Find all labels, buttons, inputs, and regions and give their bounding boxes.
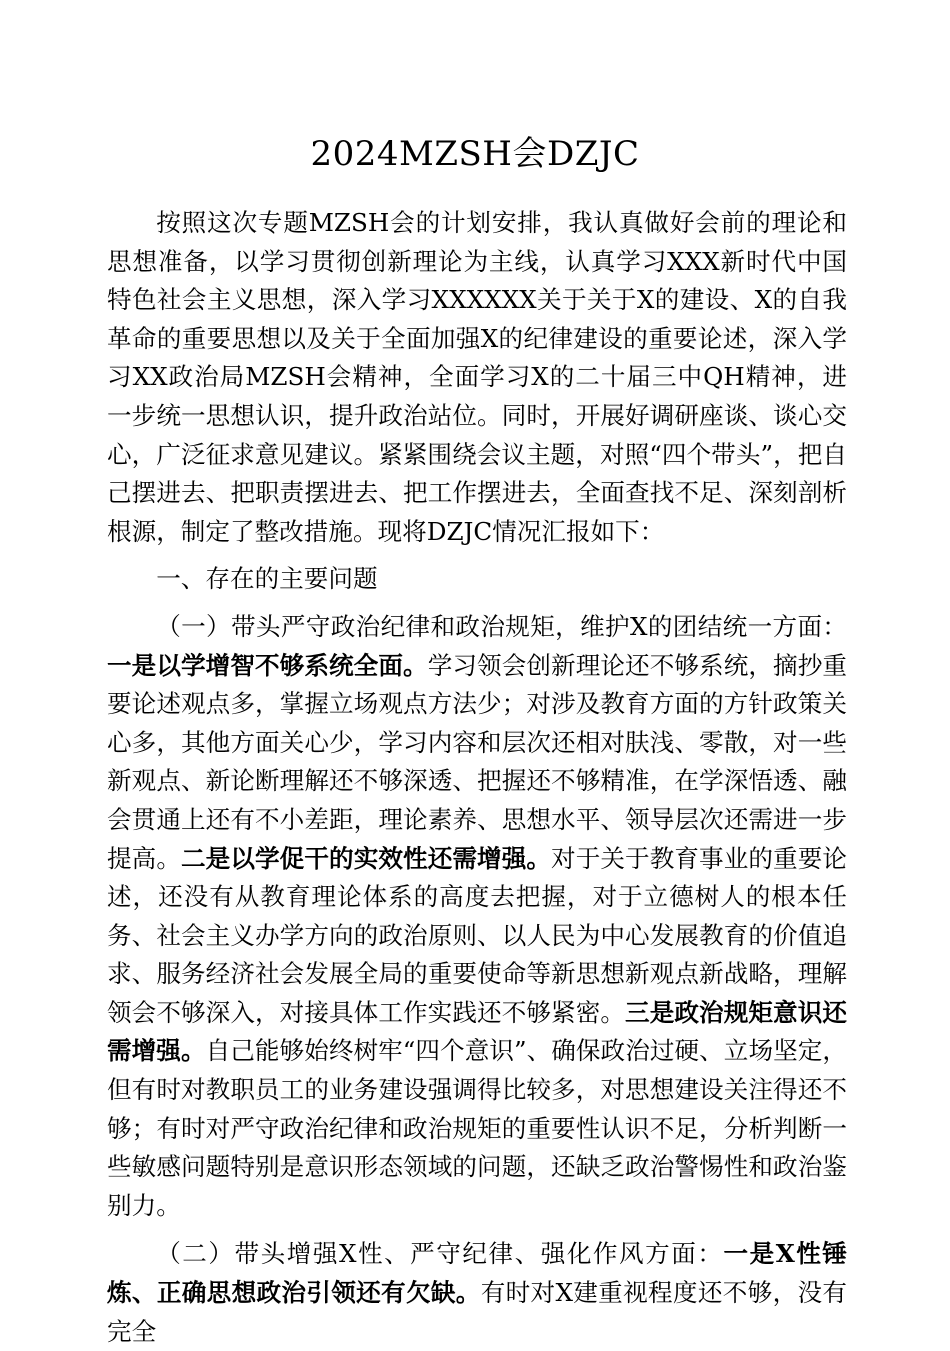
point-3-heading: 三是政治规矩意识还需增强。: [107, 997, 847, 1066]
section-heading: 一、存在的主要问题: [156, 564, 378, 594]
document-body: [107, 204, 847, 1351]
point-1-text: 学习领会创新理论还不够系统，摘抄重要论述观点多，掌握立场观点方法少；对涉及教育方面的方针政策关心多，其他方面关心少，学习内容和层次还相对肤浅、零散，对一些新观点、新论断理解还不够深透、把握还不够精准，在学深悟透、融会贯通上还有不小差距，理论素养、思想水平、领导层次还需进一步提高。: [107, 650, 847, 873]
point-1-heading: 一是以学增智不够系统全面。: [107, 650, 428, 680]
intro-paragraph: 按照这次专题MZSH会的计划安排，我认真做好会前的理论和思想准备，以学习贯彻创新理论为主线，认真学习XXX新时代中国特色社会主义思想，深入学习XXXXXX关于关于X的建设、X的自我革命的重要思想以及关于全面加强X的纪律建设的重要论述，深入学习XX政治局MZSH会精神，全面学习X的二十届三中QH精神，进一步统一思想认识，提升政治站位。同时，开展好调研座谈、谈心交心，广泛征求意见建议。紧紧围绕会议主题，对照“四个带头”，把自己摆进去、把职责摆进去、把工作摆进去，全面查找不足、深刻剖析根源，制定了整改措施。现将DZJC情况汇报如下：: [107, 208, 847, 546]
subsection-2-lead: （二）带头增强X性、严守纪律、强化作风方面：: [156, 1239, 724, 1269]
sub2-point-1-text: 有时对X建重视程度还不够，没有完全: [107, 1278, 847, 1346]
sub2-point-1-heading: 一是X性锤炼、正确思想政治引领还有欠缺。: [107, 1239, 847, 1308]
subsection-1-lead: （一）带头严守政治纪律和政治规矩，维护X的团结统一方面：: [156, 611, 847, 641]
subsection-2-paragraph: [107, 1235, 847, 1351]
point-2-text: 对于关于教育事业的重要论述，还没有从教育理论体系的高度去把握，对于立德树人的根本任务、社会主义办学方向的政治原则、以人民为中心发展教育的价值追求、服务经济社会发展全局的重要使命等新思想新观点新战略，理解领会不够深入，对接具体工作实践还不够紧密。: [107, 843, 847, 1027]
point-2-heading: 二是以学促干的实效性还需增强。: [181, 843, 552, 873]
point-3-text: 自己能够始终树牢“四个意识”、确保政治过硬、立场坚定，但有时对教职员工的业务建设强调得比较多，对思想建设关注得还不够；有时对严守政治纪律和政治规矩的重要性认识不足，分析判断一些敏感问题特别是意识形态领域的问题，还缺乏政治警惕性和政治鉴别力。: [107, 1036, 847, 1220]
document-title: 2024MZSH会DZJC: [310, 134, 640, 174]
subsection-1-paragraph: [107, 608, 847, 1226]
